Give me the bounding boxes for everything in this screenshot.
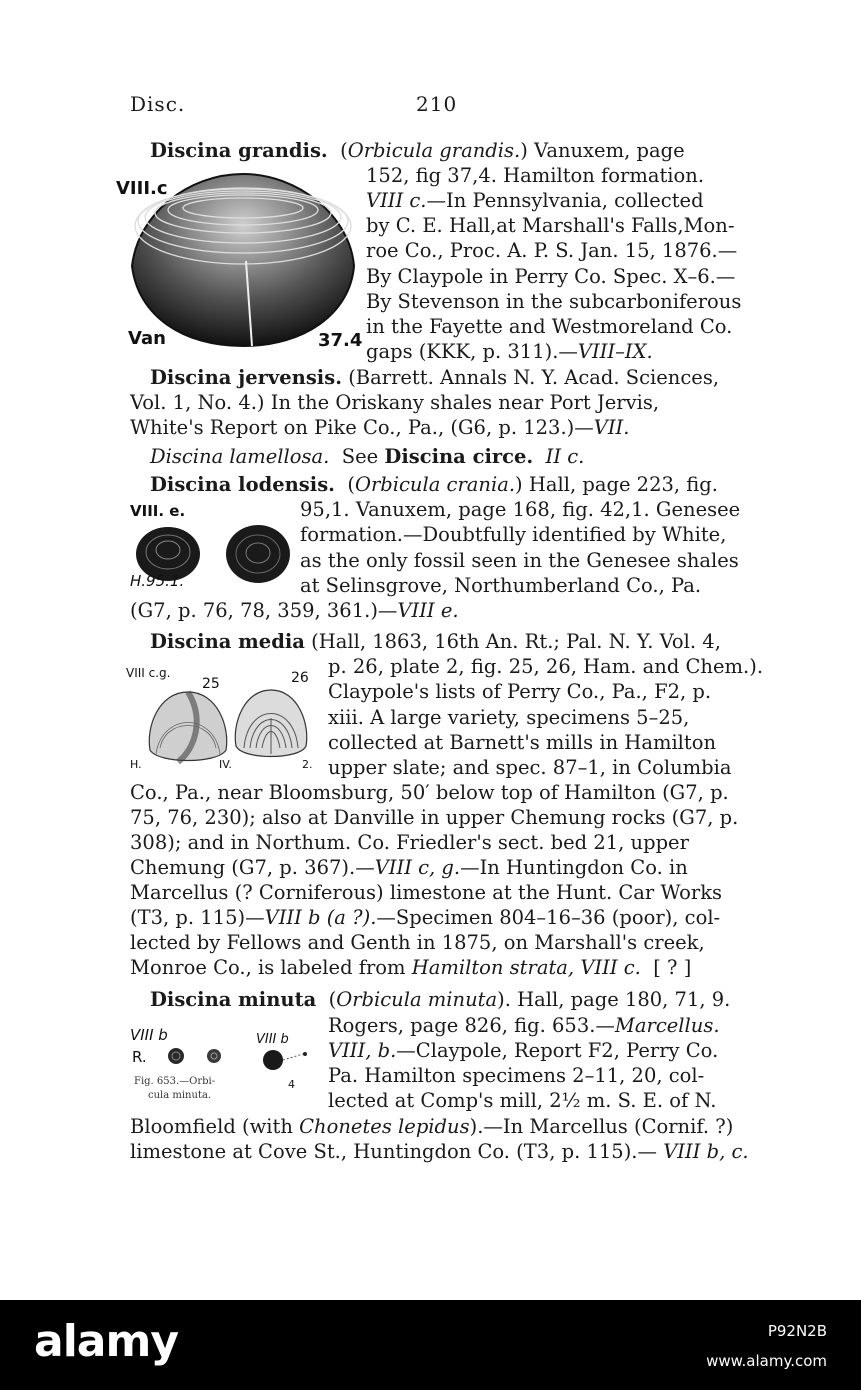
entry-line: roe Co., Proc. A. P. S. Jan. 15, 1876.— [366,239,738,262]
entry-line: 75, 76, 230); also at Danville in upper Chemung rocks (G7, p. [130,806,739,829]
entry-line: p. 26, plate 2, fig. 25, 26, Ham. and Chem.). [328,655,764,678]
entry-line: lected at Comp's mill, 2½ m. S. E. of N. [328,1089,717,1112]
figure-discina-minuta [128,1020,328,1110]
entry-line: (T3, p. 115)—VIII b (a ?).—Specimen 804–16–36 (poor), col- [130,906,721,929]
entry-line: collected at Barnett's mills in Hamilton [328,731,717,754]
entry-line: Discina media (Hall, 1863, 16th An. Rt.; Pal. N. Y. Vol. 4, [150,630,721,653]
figure-label: VIII b [130,1026,168,1044]
figure-caption: Fig. 653.—Orbi- [134,1076,216,1087]
entry-line: at Selinsgrove, Northumberland Co., Pa. [300,574,702,597]
page-number: 210 [416,92,458,116]
entry-line: in the Fayette and Westmoreland Co. [366,315,733,338]
entry-line: (G7, p. 76, 78, 359, 361.)—VIII e. [130,599,459,622]
entry-line: lected by Fellows and Genth in 1875, on Marshall's creek, [130,931,705,954]
figure-label: H.95.1. [130,572,185,590]
entry-line: xiii. A large variety, specimens 5–25, [328,706,690,729]
entry-line: 152, fig 37,4. Hamilton formation. [366,164,705,187]
entry-line: Vol. 1, No. 4.) In the Oriskany shales near Port Jervis, [130,391,660,414]
fossil-shell-illustration [126,688,321,768]
entry-line: upper slate; and spec. 87–1, in Columbia [328,756,732,779]
entry-line: 308); and in Northum. Co. Friedler's sect. bed 21, upper [130,831,689,854]
running-header: Disc. [130,92,186,116]
figure-label: 4 [288,1078,295,1091]
figure-label: 25 [202,676,220,692]
entry-line: Discina grandis. (Orbicula grandis.) Vanuxem, page [150,139,685,162]
entry-line: By Stevenson in the subcarboniferous [366,290,742,313]
entry-line: Co., Pa., near Bloomsburg, 50′ below top of Hamilton (G7, p. [130,781,729,804]
entry-line: VIII, b.—Claypole, Report F2, Perry Co. [328,1039,719,1062]
entry-line: Chemung (G7, p. 367).—VIII c, g.—In Huntingdon Co. in [130,856,688,879]
brand-logo[interactable]: alamy [34,1316,178,1367]
entry-line: Discina jervensis. (Barrett. Annals N. Y. Acad. Sciences, [150,366,720,389]
entry-line: gaps (KKK, p. 311).—VIII–IX. [366,340,653,363]
entry-line: Claypole's lists of Perry Co., Pa., F2, p. [328,680,712,703]
entry-line: Discina lodensis. (Orbicula crania.) Hall, page 223, fig. [150,473,718,496]
entry-line: By Claypole in Perry Co. Spec. X–6.— [366,265,736,288]
image-id: P92N2B [767,1322,827,1340]
entry-line: as the only fossil seen in the Genesee shales [300,549,739,572]
figure-label: 2. [302,758,313,771]
figure-label: VIII. e. [130,502,186,520]
entry-line: Discina minuta (Orbicula minuta). Hall, page 180, 71, 9. [150,988,731,1011]
figure-discina-grandis [116,166,363,356]
entry-line: White's Report on Pike Co., Pa., (G6, p. 123.)—VII. [130,416,630,439]
entry-line: Pa. Hamilton specimens 2–11, 20, col- [328,1064,705,1087]
entry-line: Rogers, page 826, fig. 653.—Marcellus. [328,1014,720,1037]
figure-label: Van [128,328,166,349]
figure-label: VIII b [256,1032,289,1047]
entry-line: by C. E. Hall,at Marshall's Falls,Mon- [366,214,735,237]
figure-label: VIII c.g. [126,666,171,680]
entry-line: Discina lamellosa. See Discina circe. II c. [150,445,585,468]
figure-label: 37.4 [318,330,363,351]
entry-line: VIII c.—In Pennsylvania, collected [366,189,704,212]
figure-label: VIII.c [116,178,168,199]
entry-line: Bloomfield (with Chonetes lepidus).—In Marcellus (Cornif. ?) [130,1115,734,1138]
entry-line: Marcellus (? Corniferous) limestone at the Hunt. Car Works [130,881,723,904]
figure-label: 26 [291,670,309,686]
figure-label: IV. [219,758,232,771]
figure-caption: cula minuta. [148,1090,212,1101]
entry-line: Monroe Co., is labeled from Hamilton strata, VIII c. [ ? ] [130,956,692,979]
stock-banner [0,1300,861,1390]
entry-line: limestone at Cove St., Huntingdon Co. (T3, p. 115).— VIII b, c. [130,1140,749,1163]
figure-discina-lodensis [128,500,298,590]
figure-label: H. [130,758,142,771]
site-url[interactable]: www.alamy.com [706,1352,827,1370]
entry-line: 95,1. Vanuxem, page 168, fig. 42,1. Genesee [300,498,741,521]
entry-line: formation.—Doubtfully identified by White, [300,523,727,546]
figure-label: R. [132,1048,147,1066]
figure-discina-media [126,664,321,774]
